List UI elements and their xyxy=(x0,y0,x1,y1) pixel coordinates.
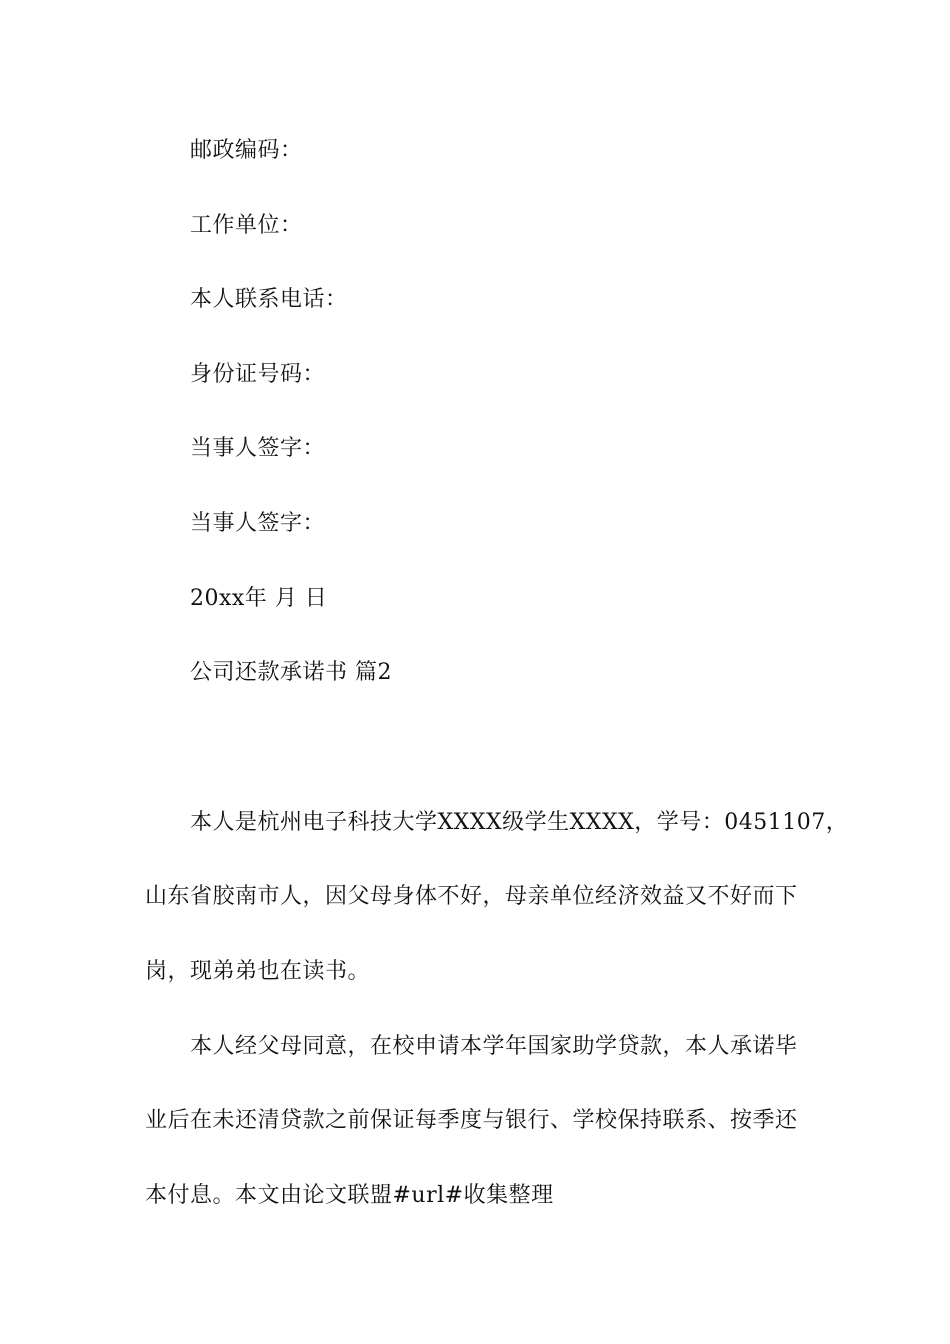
paragraph-1-line-3: 岗，现弟弟也在读书。 xyxy=(145,959,371,984)
section-title: 公司还款承诺书 篇2 xyxy=(190,660,392,685)
field-postal-code: 邮政编码： xyxy=(190,138,303,163)
paragraph-1-line-1: 本人是杭州电子科技大学XXXX级学生XXXX，学号：0451107， xyxy=(190,810,849,835)
date-line: 20xx年 月 日 xyxy=(190,586,328,611)
field-work-unit: 工作单位： xyxy=(190,213,303,238)
field-phone: 本人联系电话： xyxy=(190,287,348,312)
field-signature: 当事人签字： xyxy=(190,436,326,461)
paragraph-2-line-1: 本人经父母同意，在校申请本学年国家助学贷款，本人承诺毕 xyxy=(190,1034,798,1059)
paragraph-2-line-2: 业后在未还清贷款之前保证每季度与银行、学校保持联系、按季还 xyxy=(145,1108,798,1133)
paragraph-1-line-2: 山东省胶南市人，因父母身体不好，母亲单位经济效益又不好而下 xyxy=(145,884,798,909)
field-signature-2: 当事人签字： xyxy=(190,511,326,536)
paragraph-2-line-3: 本付息。本文由论文联盟#url#收集整理 xyxy=(145,1183,554,1208)
field-id-number: 身份证号码： xyxy=(190,362,326,387)
